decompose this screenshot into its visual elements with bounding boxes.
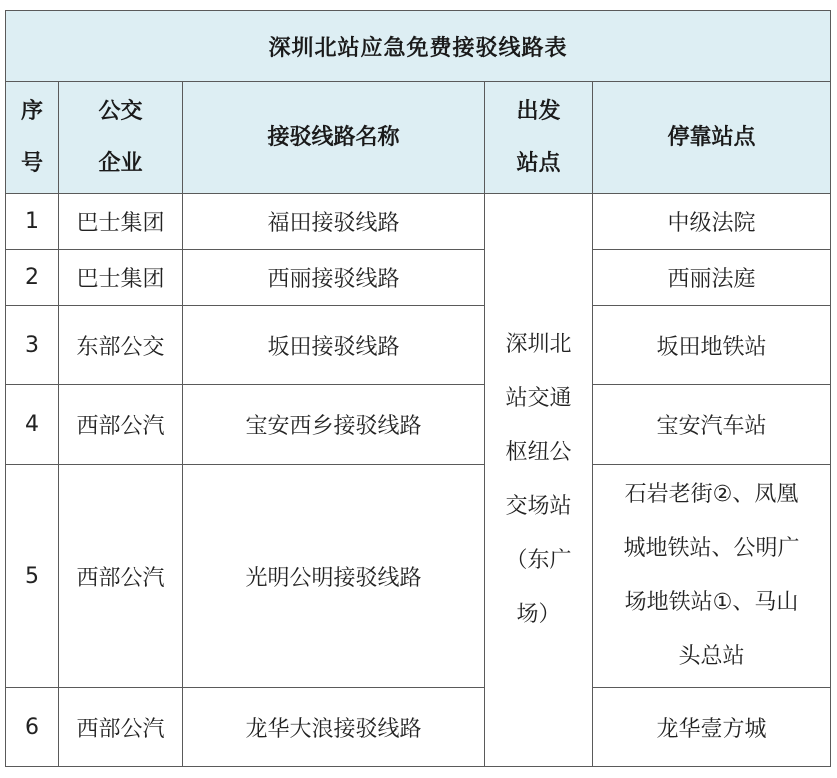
row-stop: 坂田地铁站 xyxy=(593,306,831,385)
table-row xyxy=(6,250,831,306)
row-stop: 龙华壹方城 xyxy=(593,688,831,767)
row-stop: 宝安汽车站 xyxy=(593,385,831,465)
row-seq: 2 xyxy=(6,250,59,306)
table-row xyxy=(6,194,831,250)
table-title: 深圳北站应急免费接驳线路表 xyxy=(6,11,831,82)
row-company: 西部公汽 xyxy=(59,385,183,465)
row-company: 西部公汽 xyxy=(59,688,183,767)
table-row xyxy=(6,688,831,767)
table-row xyxy=(6,306,831,385)
table-row xyxy=(6,385,831,465)
row-route: 宝安西乡接驳线路 xyxy=(183,385,485,465)
row-route: 龙华大浪接驳线路 xyxy=(183,688,485,767)
header-departure: 出发 站点 xyxy=(485,82,593,194)
row-seq: 4 xyxy=(6,385,59,465)
departure-station: 深圳北 站交通 枢纽公 交场站 （东广 场） xyxy=(485,194,593,767)
row-route: 坂田接驳线路 xyxy=(183,306,485,385)
row-seq: 5 xyxy=(6,465,59,688)
row-route: 光明公明接驳线路 xyxy=(183,465,485,688)
header-company: 公交 企业 xyxy=(59,82,183,194)
row-seq: 3 xyxy=(6,306,59,385)
header-route: 接驳线路名称 xyxy=(183,82,485,194)
row-seq: 6 xyxy=(6,688,59,767)
shuttle-route-table xyxy=(5,10,831,767)
header-stops: 停靠站点 xyxy=(593,82,831,194)
row-stop: 中级法院 xyxy=(593,194,831,250)
table-row xyxy=(6,465,831,688)
row-stop: 石岩老街②、凤凰 城地铁站、公明广 场地铁站①、马山 头总站 xyxy=(593,465,831,688)
row-seq: 1 xyxy=(6,194,59,250)
row-stop: 西丽法庭 xyxy=(593,250,831,306)
row-company: 西部公汽 xyxy=(59,465,183,688)
header-seq: 序 号 xyxy=(6,82,59,194)
row-route: 福田接驳线路 xyxy=(183,194,485,250)
row-company: 巴士集团 xyxy=(59,194,183,250)
row-company: 巴士集团 xyxy=(59,250,183,306)
row-route: 西丽接驳线路 xyxy=(183,250,485,306)
row-company: 东部公交 xyxy=(59,306,183,385)
